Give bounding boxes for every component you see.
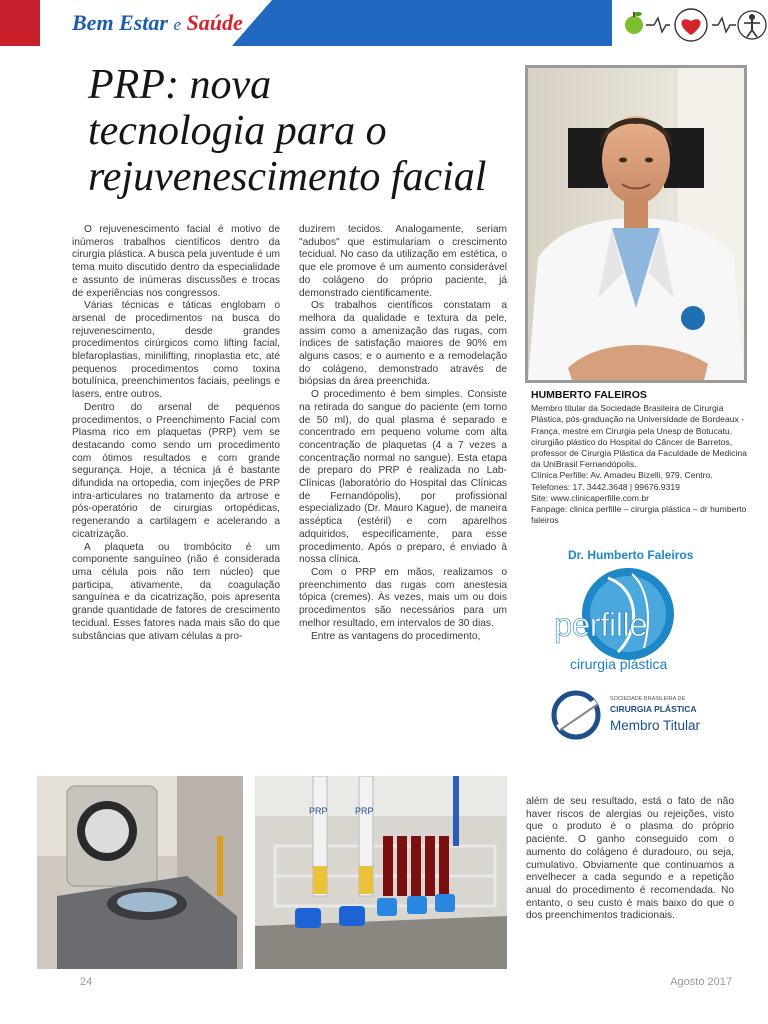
title-line-2: tecnologia para o xyxy=(88,108,387,154)
header-red-bar xyxy=(0,0,40,46)
prp-tubes-photo xyxy=(255,776,507,969)
bio-address: Clínica Perfille: Av. Amadeu Bizelli, 979, Centro. xyxy=(531,470,713,481)
header-icons xyxy=(618,6,768,42)
header-blue-bar xyxy=(232,0,612,46)
title-line-1: PRP: nova xyxy=(88,62,272,108)
tube-label: PRP xyxy=(309,806,328,816)
sbcp-society-label: SOCIEDADE BRASILEIRA DE xyxy=(610,696,686,702)
paragraph: Entre as vantagens do procedimento, xyxy=(311,630,481,642)
page-header xyxy=(0,0,768,46)
brand-bem-estar: Bem Estar xyxy=(72,10,168,35)
section-brand xyxy=(72,10,243,36)
bio-credentials: Membro titular da Sociedade Brasileira de Cirurgia Plástica, pós-graduação na Universidade de Bordeaux - França, mestre em Cirurgia pela Unesp de Botucatu, cirurgião plástico do Hospital do Câncer de Barretos, professor de Cirurgia Plástica da Faculdade de Medicina da UniBrasil Fernandópolis. xyxy=(531,403,747,470)
author-portrait xyxy=(525,65,747,383)
brand-saude: Saúde xyxy=(186,10,243,35)
article-column-3 xyxy=(526,796,734,923)
article-column-1 xyxy=(72,224,280,643)
issue-date: Agosto 2017 xyxy=(670,976,732,988)
paragraph: duzirem tecidos. Analogamente, seriam "adubos" que estimulariam o crescimento tecidual. No caso da utilização em estética, o que ele promove é um aumento considerável do colágeno do próprio paciente, já demonstrado cientificamente. xyxy=(299,224,507,299)
title-line-3: rejuvenescimento facial xyxy=(88,154,487,200)
person-icon xyxy=(738,11,766,39)
paragraph: Dentro do arsenal de pequenos procedimentos, o Preenchimento Facial com Plasma rico em plaquetas (PRP) vem se destacando como sendo um procedimento com ótimos resultados e com grande segurança. Hoje, a técnica já é bastante difundida na ortopedia, com injeções de PRP intra-articulares no tratamento da artrose e pós-operatório de cirurgias ortopédicas, regenerando a cartilagem e acelerando a cicatrização. xyxy=(72,401,280,540)
paragraph: A plaqueta ou trombócito é um componente sanguíneo (não é considerada uma célula pois não tem núcleo) que participa, ativamente, da coagulação sanguínea e da cicatrização, pois apresenta grande quantidade de fatores de crescimento tecidual. Esses fatores nada mais são do que substâncias que ativam células a pro- xyxy=(72,541,280,642)
brand-e: e xyxy=(173,15,182,34)
author-bio xyxy=(531,390,753,526)
bio-fanpage: Fanpage: clinica perfille – cirurgia plástica – dr humberto faleiros xyxy=(531,504,747,526)
author-name: HUMBERTO FALEIROS xyxy=(531,389,647,401)
perfille-doctor-name: Dr. Humberto Faleiros xyxy=(568,548,694,562)
tube-label: PRP xyxy=(355,806,374,816)
paragraph: Com o PRP em mãos, realizamos o preenchimento das rugas com anestesia tópica (cremes). Às vezes, mais um ou dois procedimentos são necessários para um melhor resultado, em intervalos de 30 dias. xyxy=(299,566,507,629)
sbcp-member-label: Membro Titular xyxy=(610,718,701,733)
paragraph: O rejuvenescimento facial é motivo de inúmeros trabalhos científicos dentro da cirurgia plástica. A busca pela juventude é um tema muito discutido dentro da especialidade e assunto de inúmeras discussões e trocas de experiências nos congressos. xyxy=(72,224,280,299)
apple-icon xyxy=(625,12,643,34)
bio-phones: Telefones: 17. 3442.3648 | 99676.9319 xyxy=(531,481,680,492)
sbcp-name: CIRURGIA PLÁSTICA xyxy=(610,704,697,714)
bio-site: Site: www.clinicaperfille.com.br xyxy=(531,492,649,503)
page-number: 24 xyxy=(80,976,93,988)
paragraph: Os trabalhos científicos constatam a melhora da qualidade e textura da pele, assim como a amenização das rugas, com índices de satisfação maiores de 90% em alguns casos; e o aumento e a remodelação do colágeno, demonstrado através de biópsias da área preenchida. xyxy=(299,300,507,388)
perfille-tagline: cirurgia plástica xyxy=(570,656,668,672)
paragraph: Várias técnicas e táticas englobam o arsenal de procedimentos na busca do rejuvenescimento, desde grandes procedimentos cirúrgicos como lifting facial, blefaroplastias, minilifting, rinoplastia etc, até pequenos procedimentos como toxina botulínica, preenchimentos faciais, peelings e lasers, entre outros. xyxy=(72,300,280,401)
sbcp-emblem-icon xyxy=(548,690,608,740)
sbcp-logo xyxy=(548,690,718,740)
centrifuge-photo xyxy=(37,776,243,969)
article-column-2 xyxy=(299,224,507,643)
paragraph: O procedimento é bem simples. Consiste na retirada do sangue do paciente (em torno de 50 ml), do qual plasma é separado e concentrado em pequeno volume com alta concentração de plaquetas (4 a 7 vezes a concentração normal no sangue). Esta etapa de preparo do PRP é realizada no Lab-Clínicas (laboratório do Hospital das Clínicas de Fernandópolis), por profissional especializado (Dr. Mauro Kague), de maneira asséptica (estéril) e com aparelhos adquiridos, especificamente, para esse procedimento. Após o preparo, é enviado à nossa clínica. xyxy=(299,389,507,566)
perfille-wordmark: perfille xyxy=(554,606,648,643)
perfille-logo xyxy=(548,548,708,680)
heart-icon xyxy=(675,9,707,41)
paragraph: além de seu resultado, está o fato de não haver riscos de alergias ou rejeições, visto que o produto é o plasma do próprio paciente. O ganho conseguido com o aumento do colágeno é duradouro, ou seja, cumulativo. Obviamente que continuamos a envelhecer a cada segundo e a repetição anual do procedimento é recomendada. No entanto, o seu custo é mais baixo do que o dos preenchimentos tradicionais. xyxy=(526,796,734,922)
article-title xyxy=(88,62,518,200)
